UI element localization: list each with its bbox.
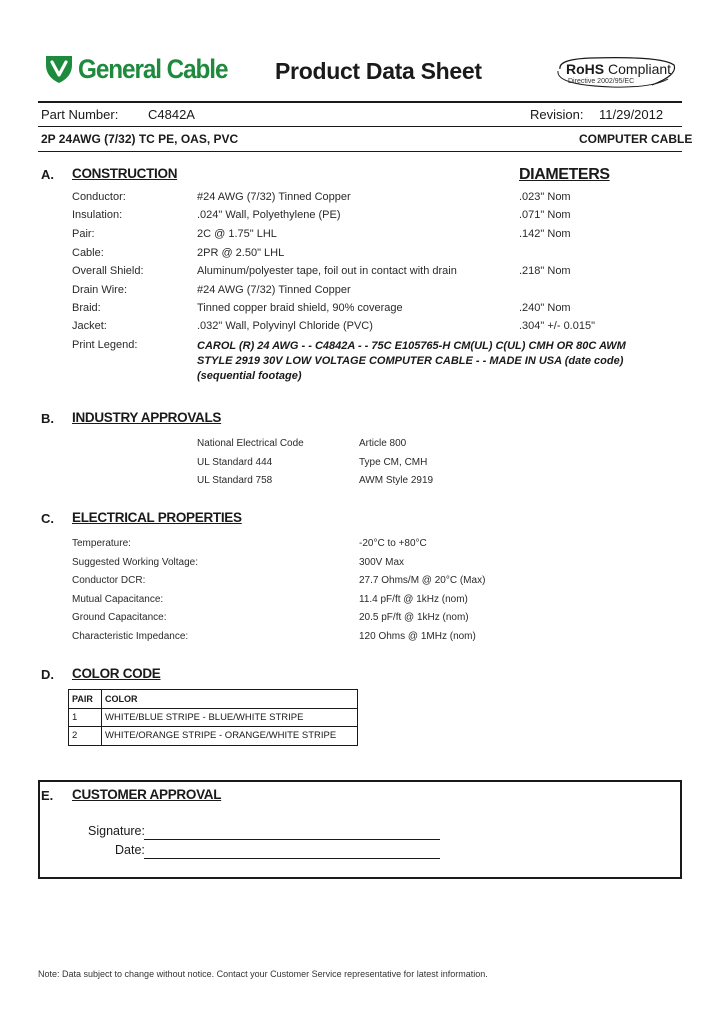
color-code-title: COLOR CODE [72, 666, 161, 681]
construction-value: Aluminum/polyester tape, foil out in contact with drain [197, 265, 457, 277]
electrical-value: -20°C to +80°C [359, 538, 427, 549]
revision-value: 11/29/2012 [599, 107, 664, 122]
electrical-value: 11.4 pF/ft @ 1kHz (nom) [359, 594, 468, 605]
construction-value: #24 AWG (7/32) Tinned Copper [197, 191, 351, 203]
construction-label: Jacket: [72, 320, 107, 332]
construction-label: Braid: [72, 302, 101, 314]
rohs-light: Compliant [608, 61, 672, 77]
approval-value: AWM Style 2919 [359, 475, 434, 486]
rohs-badge [552, 55, 678, 91]
construction-value: #24 AWG (7/32) Tinned Copper [197, 284, 351, 296]
revision-label: Revision: [530, 107, 584, 122]
part-number-label: Part Number: [41, 107, 119, 122]
part-number-value: C4842A [148, 107, 195, 122]
industry-approvals-title: INDUSTRY APPROVALS [72, 410, 222, 425]
header-divider [38, 101, 682, 103]
pair-cell: 2 [69, 727, 102, 746]
electrical-label: Temperature: [72, 538, 131, 549]
electrical-label: Ground Capacitance: [72, 612, 167, 623]
construction-label: Cable: [72, 247, 104, 259]
rohs-directive: Directive 2002/95/EC [568, 78, 635, 85]
construction-diameter: .071" Nom [519, 209, 571, 221]
signature-line[interactable] [144, 839, 440, 840]
section-e-letter: E. [41, 788, 54, 803]
section-a-letter: A. [41, 167, 54, 182]
table-header-cell: COLOR [102, 690, 358, 709]
logo-text: General Cable [78, 53, 228, 84]
construction-value: 2PR @ 2.50" LHL [197, 247, 285, 259]
electrical-label: Suggested Working Voltage: [72, 557, 199, 568]
electrical-value: 27.7 Ohms/M @ 20°C (Max) [359, 575, 486, 586]
table-row [69, 708, 358, 727]
subhead-divider [38, 151, 682, 152]
date-line[interactable] [144, 858, 440, 859]
print-legend-label: Print Legend: [72, 339, 138, 351]
electrical-label: Conductor DCR: [72, 575, 146, 586]
color-cell: WHITE/BLUE STRIPE - BLUE/WHITE STRIPE [102, 708, 358, 727]
cable-description: 2P 24AWG (7/32) TC PE, OAS, PVC [41, 132, 239, 146]
construction-label: Conductor: [72, 191, 126, 203]
date-label: Date: [115, 843, 145, 857]
construction-label: Insulation: [72, 209, 123, 221]
construction-diameter: .240" Nom [519, 302, 571, 314]
section-b-letter: B. [41, 411, 54, 426]
construction-label: Drain Wire: [72, 284, 128, 296]
rohs-bold: RoHS [566, 61, 605, 77]
construction-label: Overall Shield: [72, 265, 144, 277]
construction-diameter: .142" Nom [519, 228, 571, 240]
construction-diameter: .218" Nom [519, 265, 571, 277]
construction-value: 2C @ 1.75" LHL [197, 228, 277, 240]
table-header-cell: PAIR [69, 690, 102, 709]
electrical-value: 300V Max [359, 557, 405, 568]
brand-logo [44, 52, 244, 86]
table-header-row [69, 690, 358, 709]
section-c-letter: C. [41, 511, 54, 526]
approval-name: National Electrical Code [197, 438, 304, 449]
electrical-label: Characteristic Impedance: [72, 631, 189, 642]
construction-label: Pair: [72, 228, 95, 240]
electrical-value: 20.5 pF/ft @ 1kHz (nom) [359, 612, 469, 623]
footer-note: Note: Data subject to change without notice. Contact your Customer Service representative for latest information. [38, 969, 488, 979]
section-d-letter: D. [41, 667, 54, 682]
construction-value: .032" Wall, Polyvinyl Chloride (PVC) [197, 320, 373, 332]
electrical-value: 120 Ohms @ 1MHz (nom) [359, 631, 476, 642]
construction-value: Tinned copper braid shield, 90% coverage [197, 302, 403, 314]
customer-approval-title: CUSTOMER APPROVAL [72, 787, 222, 802]
construction-value: .024" Wall, Polyethylene (PE) [197, 209, 341, 221]
color-cell: WHITE/ORANGE STRIPE - ORANGE/WHITE STRIPE [102, 727, 358, 746]
color-code-table [68, 689, 358, 746]
construction-diameter: .023" Nom [519, 191, 571, 203]
pair-cell: 1 [69, 708, 102, 727]
construction-diameter: .304" +/- 0.015" [519, 320, 596, 332]
approval-name: UL Standard 444 [197, 457, 273, 468]
approval-value: Type CM, CMH [359, 457, 428, 468]
electrical-label: Mutual Capacitance: [72, 594, 164, 605]
approval-name: UL Standard 758 [197, 475, 273, 486]
page-title: Product Data Sheet [275, 58, 482, 84]
general-cable-shield-icon [44, 53, 74, 85]
print-legend-text: CAROL (R) 24 AWG - - C4842A - - 75C E105765-H CM(UL) C(UL) CMH OR 80C AWM STYLE 2919 30V LOW VOLTAGE COMPUTER CABLE - - MADE IN USA (date code) (sequential footage) [197, 340, 626, 382]
approval-value: Article 800 [359, 438, 407, 449]
meta-divider [38, 126, 682, 127]
customer-approval-box [38, 780, 682, 879]
table-row [69, 727, 358, 746]
diameters-title: DIAMETERS [519, 166, 610, 183]
construction-title: CONSTRUCTION [72, 166, 178, 181]
cable-category: COMPUTER CABLE [579, 132, 693, 146]
signature-label: Signature: [88, 824, 145, 838]
rohs-label [566, 61, 671, 77]
electrical-properties-title: ELECTRICAL PROPERTIES [72, 510, 242, 525]
